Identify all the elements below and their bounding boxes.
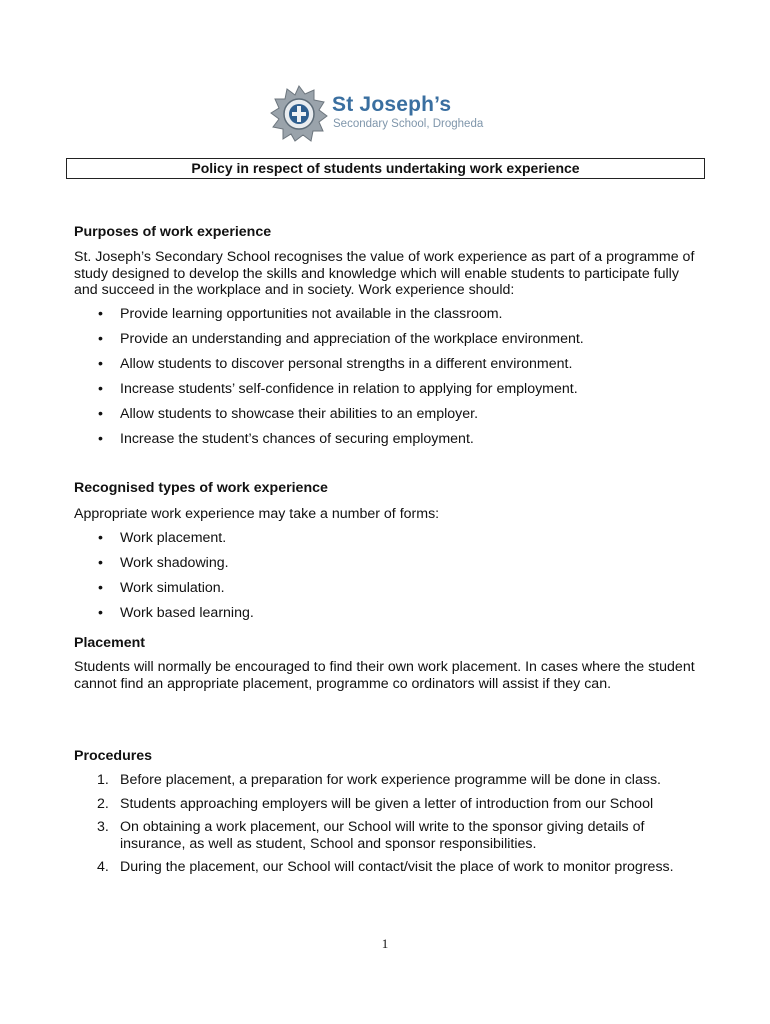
types-intro: Appropriate work experience may take a number of forms:: [74, 506, 440, 522]
purposes-section: [74, 224, 704, 457]
procedures-list: [74, 772, 704, 876]
school-logo: [268, 84, 508, 144]
policy-title: Policy in respect of students undertaking work experience: [191, 160, 580, 176]
policy-title-box: [66, 158, 705, 179]
list-item: • Work based learning.: [98, 605, 254, 622]
school-name: St Joseph’s: [332, 93, 452, 116]
list-item: 3. On obtaining a work placement, our School will write to the sponsor giving details of insurance, as well as student, School and sponsor responsibilities.: [97, 819, 645, 852]
list-item: • Provide an understanding and appreciation of the workplace environment.: [98, 330, 584, 347]
placement-heading: Placement: [74, 635, 145, 651]
school-crest-icon: [268, 84, 330, 144]
placement-text: Students will normally be encouraged to find their own work placement. In cases where the student cannot find an appropriate placement, programme co ordinators will assist if they can.: [74, 659, 695, 692]
page-number: 1: [381, 936, 389, 951]
list-item: • Provide learning opportunities not available in the classroom.: [98, 305, 503, 322]
list-item: • Work simulation.: [98, 579, 225, 596]
list-item: 1. Before placement, a preparation for work experience programme will be done in class.: [97, 772, 661, 788]
list-item: • Allow students to showcase their abilities to an employer.: [98, 406, 479, 423]
purposes-intro: St. Joseph’s Secondary School recognises the value of work experience as part of a programme of study designed to develop the skills and knowledge which will enable students to participate fully and succeed in the workplace and in society. Work experience should:: [74, 249, 695, 298]
school-subtitle: Secondary School, Drogheda: [333, 118, 484, 130]
procedures-section: [74, 748, 704, 883]
list-item: • Increase the student’s chances of securing employment.: [98, 431, 474, 448]
procedures-heading: Procedures: [74, 748, 153, 764]
types-list: [74, 530, 704, 622]
purposes-list: [74, 306, 704, 448]
placement-section: [74, 635, 704, 692]
types-heading: Recognised types of work experience: [74, 480, 328, 496]
list-item: • Work shadowing.: [98, 554, 229, 571]
list-item: • Allow students to discover personal strengths in a different environment.: [98, 355, 573, 372]
list-item: 2. Students approaching employers will be given a letter of introduction from our School: [97, 795, 654, 812]
list-item: 4. During the placement, our School will contact/visit the place of work to monitor progress.: [97, 859, 674, 875]
list-item: • Work placement.: [98, 529, 227, 546]
list-item: • Increase students’ self-confidence in relation to applying for employment.: [98, 381, 578, 398]
types-section: [74, 480, 704, 630]
purposes-heading: Purposes of work experience: [74, 224, 272, 240]
